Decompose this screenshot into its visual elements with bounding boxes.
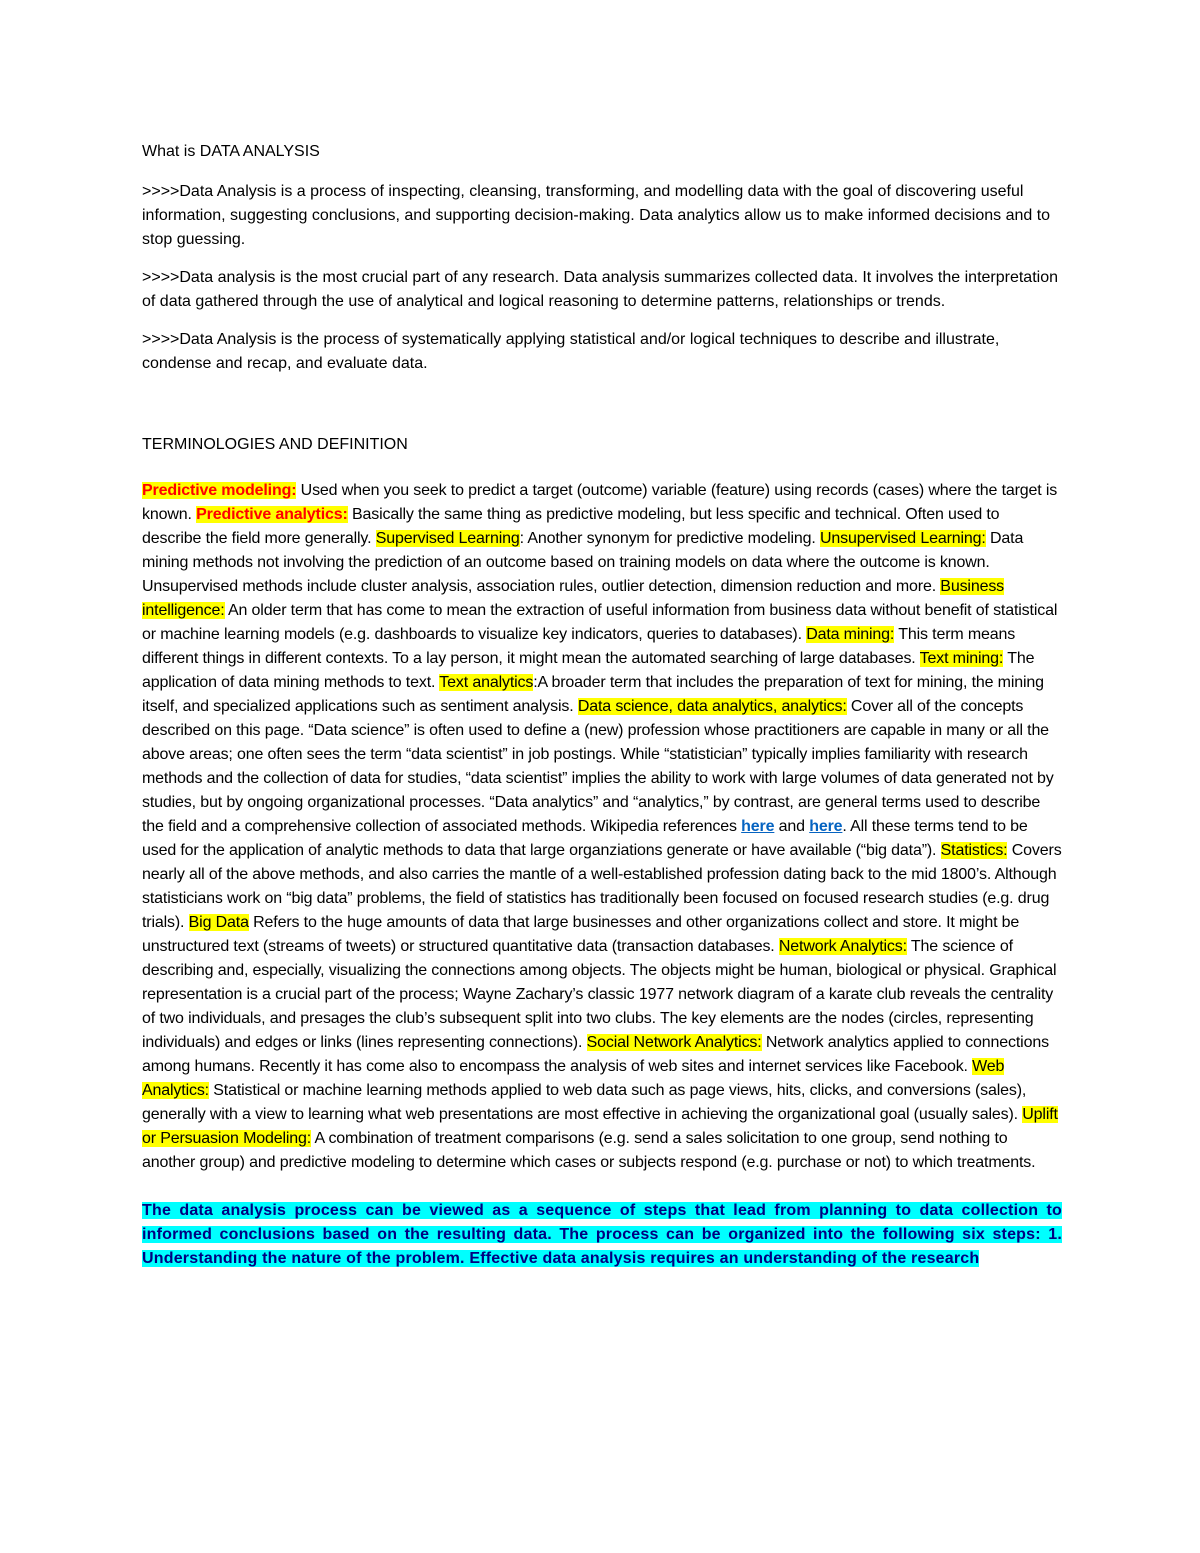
- intro-paragraph-1: >>>>Data Analysis is a process of inspecting, cleansing, transforming, and modelling data with the goal of discovering useful information, suggesting conclusions, and supporting decision-making. Data analytics allow us to make informed decisions and to stop guessing.: [142, 183, 1051, 248]
- def-business-intelligence: An older term that has come to mean the extraction of useful information from business data without benefit of statistical or machine learning models (e.g. dashboards to visualize key indicators, queries to databases).: [142, 602, 1058, 643]
- term-predictive-analytics: Predictive analytics:: [196, 506, 348, 523]
- term-data-mining: Data mining:: [806, 626, 895, 643]
- def-data-mining: This term means different things in different contexts. To a lay person, it might mean the automated searching of large databases.: [142, 626, 1016, 667]
- def-uplift-modeling: A combination of treatment comparisons (e.g. send a sales solicitation to one group, send nothing to another group) and predictive modeling to determine which cases or subjects respond (e.g. purchase or not) to which treatments.: [142, 1130, 1036, 1171]
- term-network-analytics: Network Analytics:: [778, 938, 907, 955]
- link-separator: and: [774, 818, 810, 835]
- term-supervised-learning: Supervised Learning: [375, 530, 520, 547]
- def-predictive-analytics: Basically the same thing as predictive modeling, but less specific and technical. Often used to describe the field more generally.: [142, 506, 1000, 547]
- term-text-analytics: Text analytics: [439, 674, 534, 691]
- process-text: The data analysis process can be viewed as a sequence of steps that lead from planning to data collection to informed conclusions based on the resulting data. The process can be organized into the following six steps: 1. Understanding the nature of the problem. Effective data analysis requires an understanding of the research: [142, 1202, 1062, 1267]
- document-page: [142, 140, 1062, 1271]
- term-big-data: Big Data: [188, 914, 249, 931]
- def-supervised-learning: : Another synonym for predictive modeling.: [519, 530, 820, 547]
- wikipedia-link-2[interactable]: here: [809, 818, 843, 835]
- wikipedia-link-1[interactable]: here: [741, 818, 775, 835]
- intro-paragraph-2: >>>>Data analysis is the most crucial part of any research. Data analysis summarizes collected data. It involves the interpretation of data gathered through the use of analytical and logical reasoning to determine patterns, relationships or trends.: [142, 269, 1058, 310]
- def-statistics: Covers nearly all of the above methods, and also carries the mantle of a well-established profession dating back to the mid 1800’s. Although statisticians work on “big data” problems, the field of statistics has traditionally been focused on focused research studies (e.g. drug trials).: [142, 842, 1062, 931]
- page-title: What is DATA ANALYSIS: [142, 143, 320, 160]
- term-unsupervised-learning: Unsupervised Learning:: [820, 530, 986, 547]
- def-network-analytics: The science of describing and, especially, visualizing the connections among objects. The objects might be human, biological or physical. Graphical representation is a crucial part of the process; Wayne Zachary’s classic 1977 network diagram of a karate club reveals the centrality of two individuals, and presages the club’s subsequent split into two clubs. The key elements are the nodes (circles, representing individuals) and edges or links (lines representing connections).: [142, 938, 1057, 1051]
- term-uplift-modeling: Uplift or Persuasion Modeling:: [142, 1106, 1058, 1147]
- def-text-mining: The application of data mining methods to text.: [142, 650, 1035, 691]
- term-statistics: Statistics:: [940, 842, 1008, 859]
- def-unsupervised-learning: Data mining methods not involving the prediction of an outcome based on training models on data where the outcome is known. Unsupervised methods include cluster analysis, association rules, outlier detection, dimension reduction and more.: [142, 530, 1024, 595]
- intro-paragraph-3: >>>>Data Analysis is the process of systematically applying statistical and/or logical techniques to describe and illustrate, condense and recap, and evaluate data.: [142, 331, 1000, 372]
- after-links-text: . All these terms tend to be used for the application of analytic methods to data that large organziations generate or have available (“big data”).: [142, 818, 1028, 859]
- terminology-heading: TERMINOLOGIES AND DEFINITION: [142, 436, 408, 453]
- def-predictive-modeling: Used when you seek to predict a target (outcome) variable (feature) using records (cases) where the target is known.: [142, 482, 1058, 523]
- terminology-paragraph: [142, 479, 1062, 1175]
- term-data-science: Data science, data analytics, analytics:: [577, 698, 847, 715]
- term-text-mining: Text mining:: [919, 650, 1004, 667]
- def-web-analytics: Statistical or machine learning methods applied to web data such as page views, hits, clicks, and conversions (sales), generally with a view to learning what web presentations are most effective in achieving the organizational goal (usually sales).: [142, 1082, 1027, 1123]
- term-social-network-analytics: Social Network Analytics:: [586, 1034, 762, 1051]
- def-data-science: Cover all of the concepts described on this page. “Data science” is often used to define a (new) profession whose practitioners are capable in many or all the above areas; one often sees the term “data scientist” in job postings. While “statistician” typically implies familiarity with research methods and the collection of data for studies, “data scientist” implies the ability to work with large volumes of data generated not by studies, but by ongoing organizational processes. “Data analytics” and “analytics,” by contrast, are general terms used to describe the field and a comprehensive collection of associated methods. Wikipedia references: [142, 698, 1054, 835]
- def-text-analytics: :A broader term that includes the preparation of text for mining, the mining itself, and specialized applications such as sentiment analysis.: [142, 674, 1044, 715]
- process-paragraph: [142, 1199, 1062, 1271]
- term-predictive-modeling: Predictive modeling:: [142, 482, 297, 499]
- term-web-analytics: Web Analytics:: [142, 1058, 1005, 1099]
- def-big-data: Refers to the huge amounts of data that large businesses and other organizations collect and store. It might be unstructured text (streams of tweets) or structured quantitative data (transaction databases.: [142, 914, 1020, 955]
- def-social-network-analytics: Network analytics applied to connections among humans. Recently it has come also to encompass the analysis of web sites and internet services like Facebook.: [142, 1034, 1049, 1075]
- term-business-intelligence: Business intelligence:: [142, 578, 1005, 619]
